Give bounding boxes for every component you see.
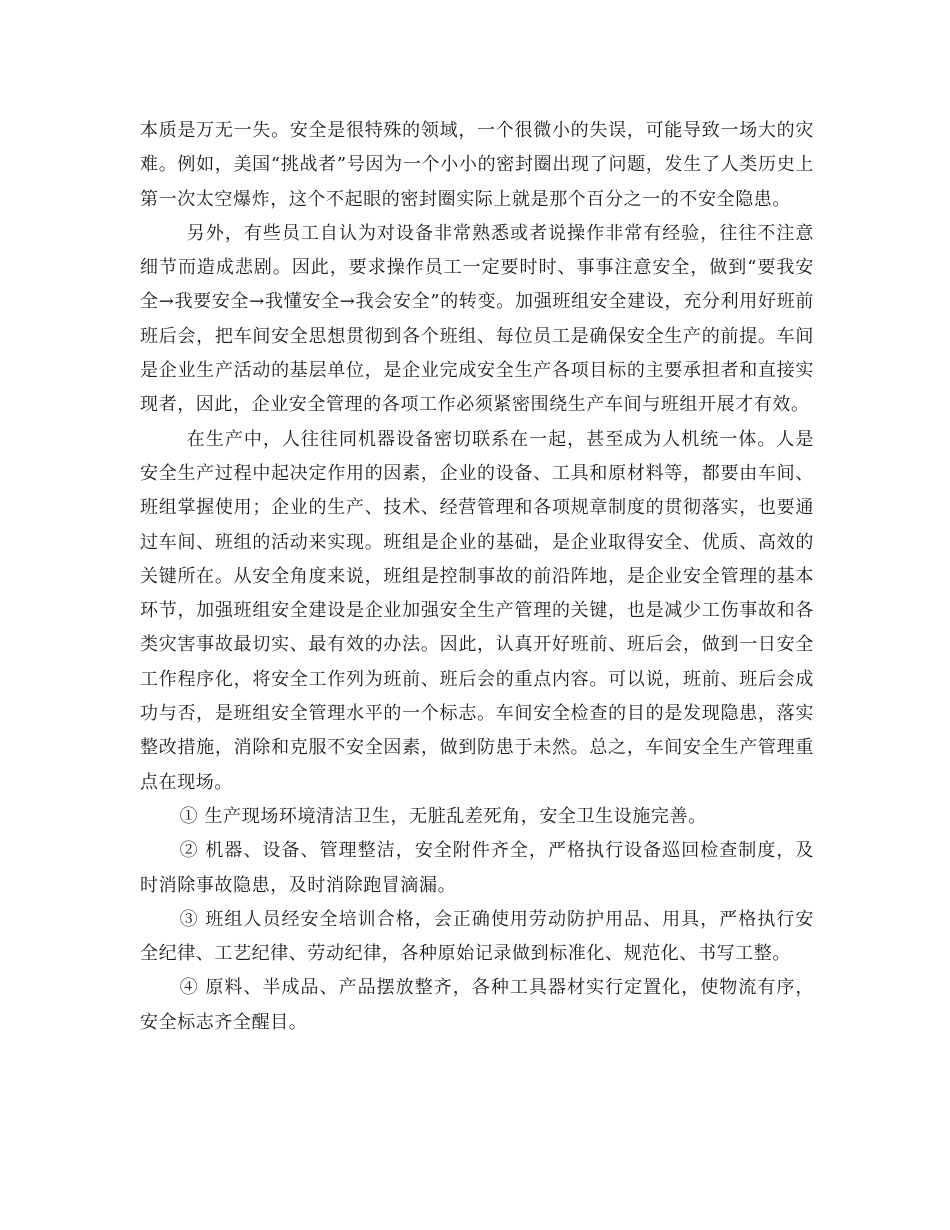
list-item-1: ① 生产现场环境清洁卫生，无脏乱差死角，安全卫生设施完善。: [179, 805, 707, 827]
list-item-3: ③ 班组人员经安全培训合格，会正确使用劳动防护用品、用具，严格执行安全纪律、工艺纪律、劳动纪律，各种原始记录做到标准化、规范化、书写工整。: [140, 908, 814, 965]
list-item-2: ② 机器、设备、管理整洁，安全附件齐全，严格执行设备巡回检查制度，及时消除事故隐患，及时消除跑冒滴漏。: [140, 840, 814, 896]
paragraph-continuation: 本质是万无一失。安全是很特殊的领域，一个很微小的失误，可能导致一场大的灾难。例如，美国“挑战者”号因为一个小小的密封圈出现了问题，发生了人类历史上第一次太空爆炸，这个不起眼的密封圈实际上就是那个百分之一的不安全隐患。: [140, 120, 814, 210]
list-item-4: ④ 原料、半成品、产品摆放整齐，各种工具器材实行定置化，使物流有序，安全标志齐全醒目。: [140, 977, 814, 1033]
paragraph-team-safety: 在生产中，人往往同机器设备密切联系在一起，甚至成为人机统一体。人是安全生产过程中起决定作用的因素，企业的设备、工具和原材料等，都要由车间、班组掌握使用；企业的生产、技术、经营管理和各项规章制度的贯彻落实，也要通过车间、班组的活动来实现。班组是企业的基础，是企业取得安全、优质、高效的关键所在。从安全角度来说，班组是控制事故的前沿阵地，是企业安全管理的基本环节，加强班组安全建设是企业加强安全生产管理的关键，也是减少工伤事故和各类灾害事故最切实、最有效的办法。因此，认真开好班前、班后会，做到一日安全工作程序化，将安全工作列为班前、班后会的重点内容。可以说，班前、班后会成功与否，是班组安全管理水平的一个标志。车间安全检查的目的是发现隐患，落实整改措施，消除和克服不安全因素，做到防患于未然。总之，车间安全生产管理重点在现场。: [140, 428, 814, 793]
paragraph-attention-to-detail: 另外，有些员工自认为对设备非常熟悉或者说操作非常有经验，往往不注意细节而造成悲剧。因此，要求操作员工一定要时时、事事注意安全，做到“要我安全→我要安全→我懂安全→我会安全”的转变。加强班组安全建设，充分利用好班前班后会，把车间安全思想贯彻到各个班组、每位员工是确保安全生产的前提。车间是企业生产活动的基层单位，是企业完成安全生产各项目标的主要承担者和直接实现者，因此，企业安全管理的各项工作必须紧密围绕生产车间与班组开展才有效。: [140, 222, 814, 416]
document-body: [140, 114, 814, 1040]
